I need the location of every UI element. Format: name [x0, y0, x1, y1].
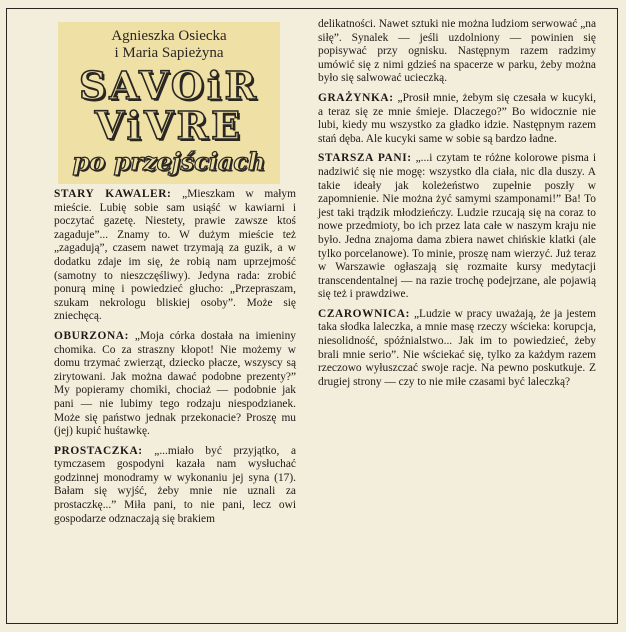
- letter-text: „Prosił mnie, żebym się czesała w kucyki, a teraz się ze mnie śmieje. Dlaczego?” Bo widocznie nie lubi, kiedy mu wszystko za gładko idzie. Następnym razem stań dęba. Ale kucyki same w sobie są bardzo ładne.: [318, 91, 596, 145]
- letter-czarownica: [318, 308, 596, 390]
- subtitle: po przejściach: [72, 147, 266, 176]
- left-column: [54, 188, 296, 532]
- letter-text: „...miało być przyjątko, a tymczasem gospodyni kazała nam wysłuchać godzinnej monodramy w wykonaniu jej syna (17). Bałam się wyjść, żeby mnie nie uznali za prostaczkę...” Miła pani, to nie pani, lecz owi gospodarze odznaczają się brakiem: [54, 444, 296, 525]
- letter-signature: CZAROWNICA:: [318, 307, 411, 320]
- letter-starsza-pani: [318, 152, 596, 302]
- letter-signature: PROSTACZKA:: [54, 444, 143, 457]
- letter-signature: STARY KAWALER:: [54, 188, 172, 200]
- letter-signature: OBURZONA:: [54, 329, 130, 342]
- title-line-1: SAVOiR: [78, 63, 260, 108]
- letter-signature: STARSZA PANI:: [318, 152, 412, 165]
- letter-text: „Mieszkam w małym mieście. Lubię sobie sam usiąść w kawiarni i poczytać gazetę. Niestety, prawie zawsze ktoś zagaduje”... Znamy to. W dużym mieście też „zagadują”, czasem nawet trzymają za guzik, a w dodatku zdaje im się, że robią nam uprzejmość (samotny to nieszczęśliwy). Jedyna rada: zrobić ponurą minę i powiedzieć głucho: „Przepraszam, szukam nekrologu bliskiej osoby”. Może się zniechęcą.: [54, 188, 296, 323]
- letter-stary-kawaler: [54, 188, 296, 324]
- author-2: i Maria Sapieżyna: [114, 45, 224, 61]
- letter-grazynka: [318, 92, 596, 146]
- letter-text: „...i czytam te różne kolorowe pisma i nadziwić się nie mogę: wszystko dla ciała, nic dla duszy. A takie ideały jak koleżeństwo zupełnie poszły w zapomnienie. Nie można żyć samymi szamponami!” Ba! To jest taki trądzik młodzieńczy. Ludzie rzucają się na coraz to nowe przedmioty, bo ich przez lata całe w naszym kraju nie było. Jedna znajoma dama zbiera nawet chińskie klatki (ale tylko porcelanowe). To minie, proszę nam wierzyć. Już teraz w Warszawie ogłaszają się rozmaite kursy medytacji transcendentalnej — na razie trochę podejrzane, ale pojawią się też i prawdziwe.: [318, 152, 596, 301]
- title-line-2: ViVRE: [94, 103, 244, 148]
- letter-prostaczka: [54, 445, 296, 527]
- letter-signature: GRAŻYNKA:: [318, 91, 394, 104]
- right-column: [318, 18, 596, 395]
- continuation-text: delikatności. Nawet sztuki nie można ludziom serwować „na siłę”. Synalek — jeśli uzdolniony — powinien się popisywać przy ognisku. Następnym razem radzimy umówić się z nimi gdzieś na spacerze w parku, żeby można było się salwować ucieczką.: [318, 18, 596, 85]
- author-1: Agnieszka Osiecka: [111, 28, 227, 44]
- letter-text: „Ludzie w pracy uważają, że ja jestem taka słodka laleczka, a mnie masę rzeczy wścieka: korupcja, niesolidność, spóźnialstwo... Jak im to powiedzieć, żeby brali mnie serio”. Nie wściekać się, tylko za każdym razem rzeczowo wyłuszczać swoje racje. Na pewno poskutkuje. Z drugiej strony — czy to nie miłe czasami być laleczką?: [318, 307, 596, 388]
- letter-oburzona: [54, 330, 296, 439]
- letter-text: „Moja córka dostała na imieniny chomika. Co za straszny kłopot! Nie możemy w domu trzymać zwierząt, dziecko płacze, wszyscy są zirytowani. Jak można dawać podobne prezenty?” My popieramy chomiki, chociaż — podobnie jak pani — nie lubimy tego rodzaju niespodzianek. Może się państwo jednak przekonacie? Proszę mu (jej) kupić huśtawkę.: [54, 329, 296, 438]
- title-box: [58, 22, 280, 184]
